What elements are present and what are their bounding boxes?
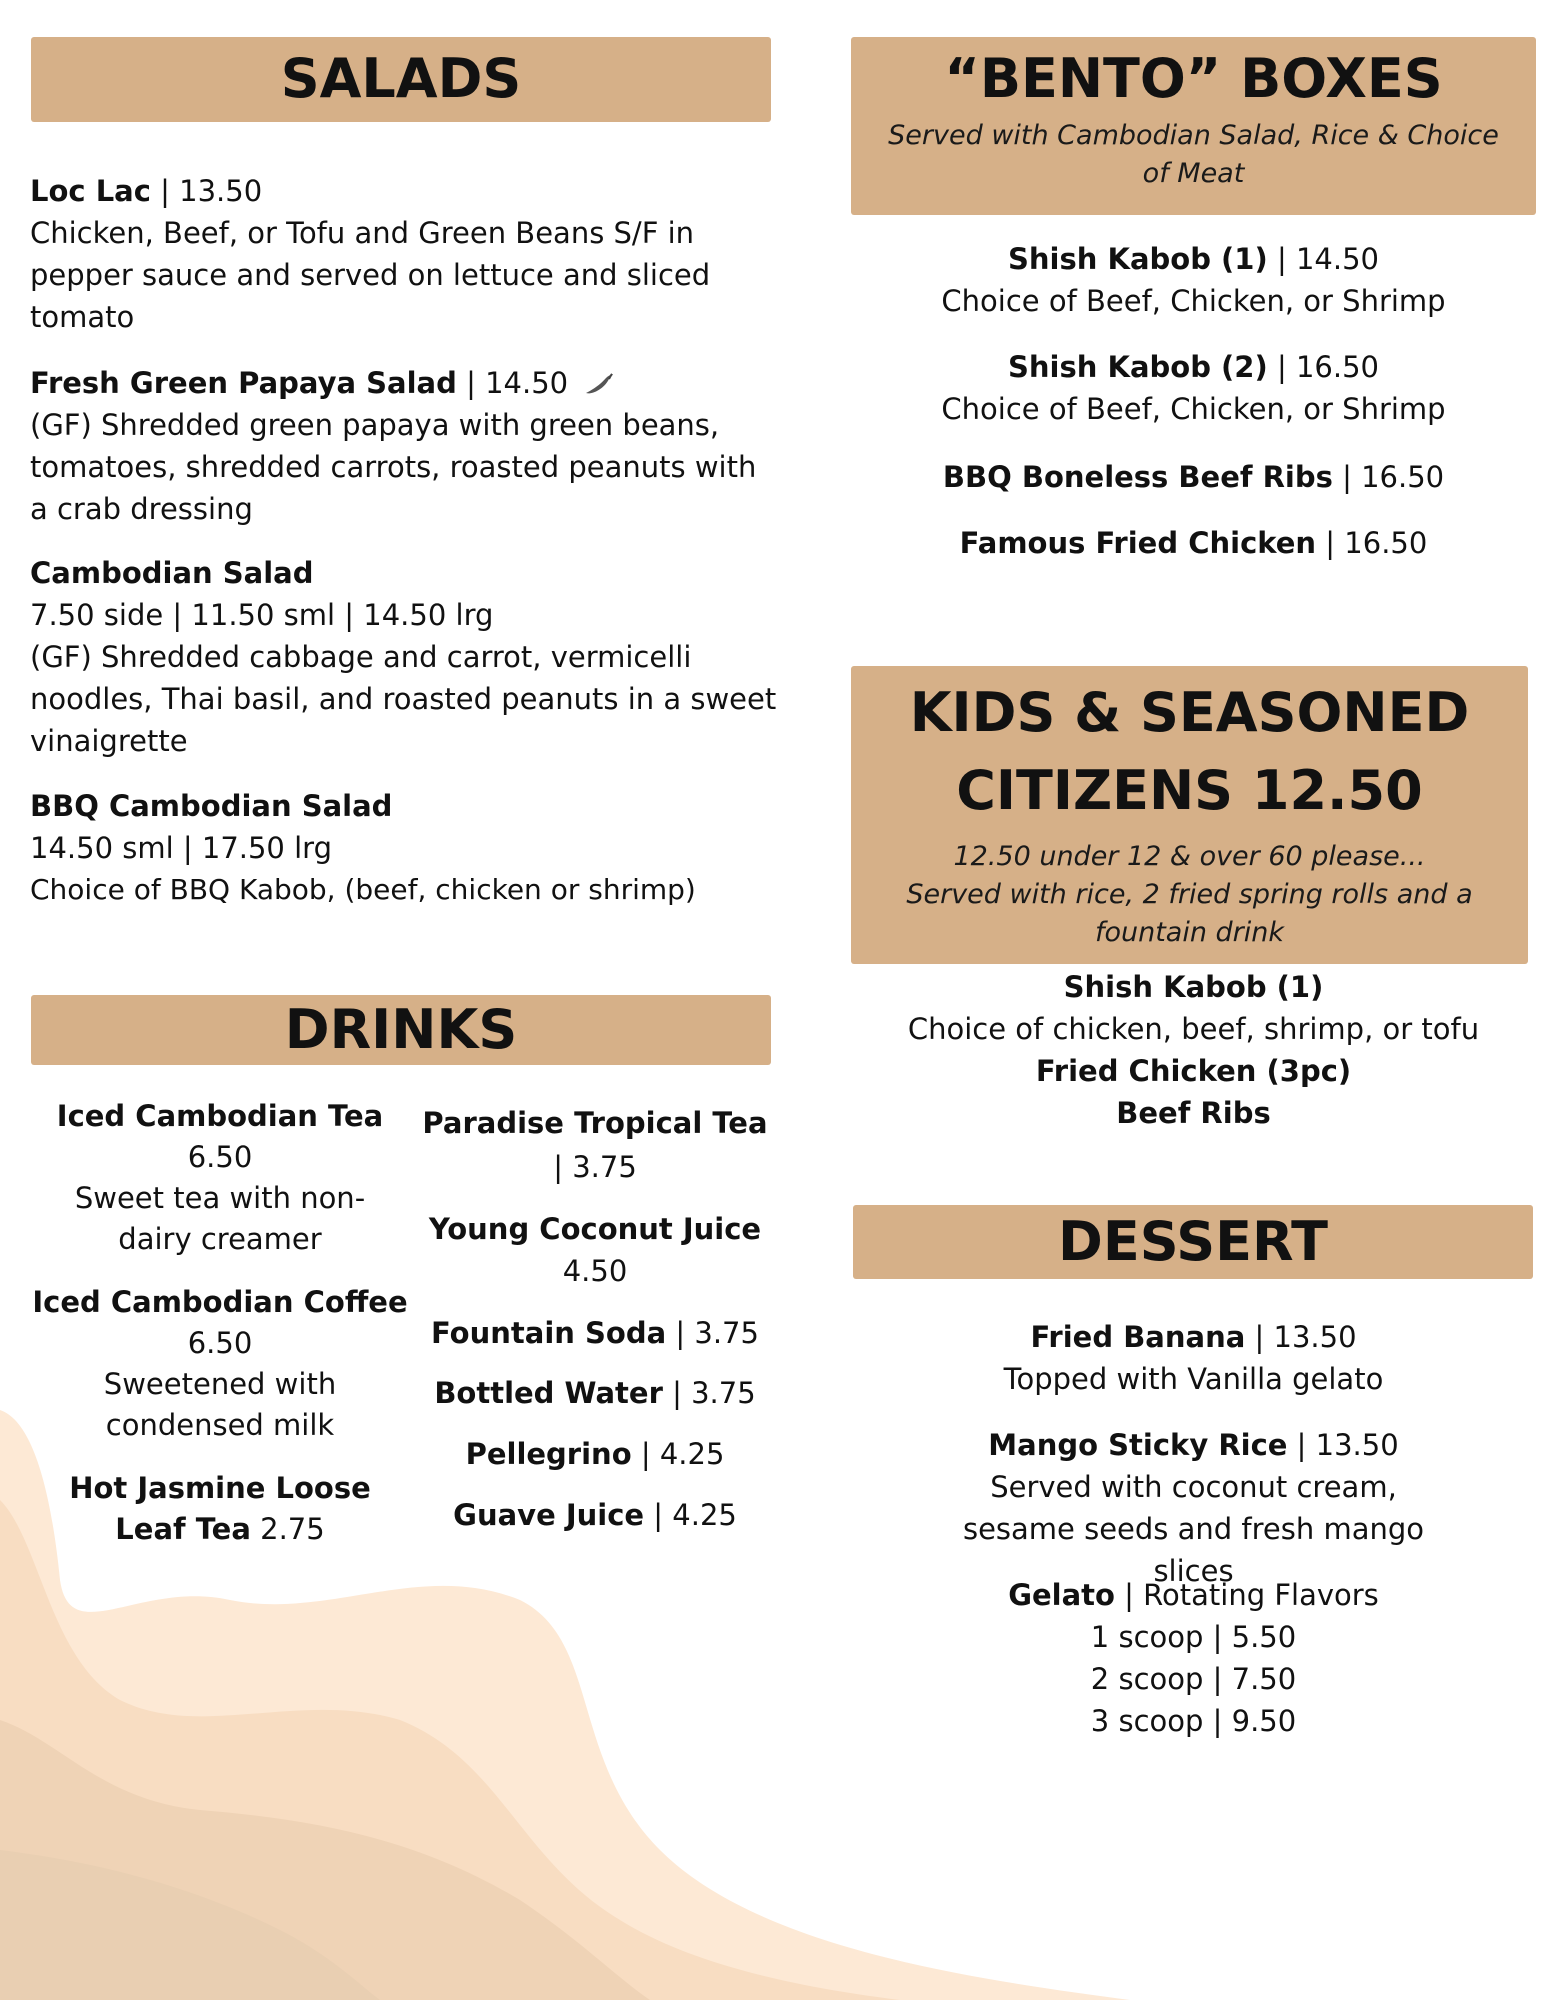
salad-item-green-papaya: [30, 362, 780, 530]
item-name: Iced Cambodian Coffee: [32, 1285, 408, 1319]
kids-heading-line1: KIDS & SEASONED: [909, 681, 1470, 744]
item-price: | 14.50: [456, 366, 569, 400]
drink-item-jasmine-tea: [20, 1468, 420, 1550]
item-price: | 13.50: [1287, 1428, 1399, 1462]
item-price: | 16.50: [1332, 460, 1445, 494]
item-price: 6.50: [187, 1140, 253, 1174]
item-name: Guave Juice: [453, 1498, 645, 1532]
item-price: 4.50: [562, 1254, 628, 1288]
gelato-scoop-3: 3 scoop | 9.50: [1090, 1704, 1297, 1738]
drink-item-guave-juice: [410, 1494, 780, 1536]
item-price: | 16.50: [1267, 350, 1379, 384]
kids-subtitle-line2: Served with rice, 2 fried spring rolls and a fountain drink: [906, 879, 1473, 948]
drink-item-fountain-soda: [410, 1312, 780, 1354]
drink-item-iced-tea: [20, 1096, 420, 1260]
item-price: | 4.25: [631, 1437, 725, 1471]
bento-heading: “BENTO” BOXES: [944, 47, 1443, 110]
dessert-item-gelato: [851, 1574, 1536, 1742]
dessert-item-fried-banana: [851, 1316, 1536, 1400]
salads-banner: [31, 37, 771, 122]
item-name: Shish Kabob (2): [1008, 350, 1268, 384]
item-sizes: 14.50 sml | 17.50 lrg: [30, 831, 332, 865]
drink-item-pellegrino: [410, 1433, 780, 1475]
item-name: Fresh Green Papaya Salad: [30, 366, 457, 400]
item-name: BBQ Cambodian Salad: [30, 789, 393, 823]
kids-item-shish-kabob: [851, 966, 1536, 1050]
kids-heading-line2: CITIZENS 12.50: [956, 759, 1423, 822]
item-description: Choice of Beef, Chicken, or Shrimp: [941, 284, 1446, 318]
kids-banner: [851, 666, 1528, 964]
item-price: | 3.75: [666, 1316, 759, 1350]
item-name: Pellegrino: [465, 1437, 632, 1471]
bento-subtitle: Served with Cambodian Salad, Rice & Choice of Meat: [888, 120, 1499, 189]
item-price: | Rotating Flavors: [1114, 1578, 1379, 1612]
item-name: Bottled Water: [434, 1376, 663, 1410]
dessert-item-mango-sticky-rice: [851, 1424, 1536, 1592]
drinks-banner: [31, 995, 771, 1065]
salads-heading: SALADS: [280, 47, 522, 110]
salad-item-cambodian: [30, 552, 780, 762]
salad-item-bbq-cambodian: [30, 785, 790, 911]
item-price: | 3.75: [553, 1150, 637, 1184]
item-description: Topped with Vanilla gelato: [1003, 1362, 1384, 1396]
bento-item-shish-kabob-2: [851, 346, 1536, 430]
item-name: Famous Fried Chicken: [959, 526, 1317, 560]
item-price: | 16.50: [1316, 526, 1428, 560]
drink-item-coconut-juice: [410, 1208, 780, 1292]
item-name: Shish Kabob (1): [1063, 970, 1324, 1004]
item-description: Choice of BBQ Kabob, (beef, chicken or shrimp): [30, 873, 696, 906]
item-price: | 14.50: [1267, 242, 1379, 276]
item-name: Loc Lac: [30, 174, 151, 208]
item-name: Paradise Tropical Tea: [422, 1106, 768, 1140]
item-name: Iced Cambodian Tea: [56, 1099, 384, 1133]
item-name: Fried Chicken (3pc): [1035, 1054, 1352, 1088]
item-price: | 13.50: [150, 174, 263, 208]
dessert-heading: DESSERT: [1058, 1210, 1328, 1273]
item-price: | 13.50: [1245, 1320, 1357, 1354]
item-price: | 3.75: [662, 1376, 756, 1410]
item-name: Fried Banana: [1030, 1320, 1246, 1354]
item-description: Sweetened with condensed milk: [103, 1367, 337, 1442]
item-name: Young Coconut Juice: [428, 1212, 762, 1246]
item-name: Hot Jasmine Loose Leaf Tea: [69, 1471, 371, 1546]
kids-subtitle-line1: 12.50 under 12 & over 60 please...: [953, 841, 1426, 872]
kids-item-beef-ribs: [851, 1092, 1536, 1134]
drink-item-bottled-water: [410, 1372, 780, 1414]
drink-item-iced-coffee: [20, 1282, 420, 1446]
kids-item-fried-chicken: [851, 1050, 1536, 1092]
bento-item-fried-chicken: [851, 522, 1536, 564]
drink-item-paradise-tea: [410, 1101, 780, 1189]
item-name: Fountain Soda: [431, 1316, 667, 1350]
item-name: Mango Sticky Rice: [988, 1428, 1288, 1462]
item-description: (GF) Shredded green papaya with green beans, tomatoes, shredded carrots, roasted peanuts with a crab dressing: [30, 408, 757, 526]
dessert-banner: [853, 1205, 1533, 1279]
item-price: | 4.25: [644, 1498, 737, 1532]
item-price: 2.75: [250, 1512, 325, 1546]
item-name: Beef Ribs: [1116, 1096, 1271, 1130]
salad-item-loc-lac: [30, 170, 780, 338]
item-sizes: 7.50 side | 11.50 sml | 14.50 lrg: [30, 598, 494, 632]
item-description: Choice of chicken, beef, shrimp, or tofu: [907, 1012, 1480, 1046]
drinks-heading: DRINKS: [284, 998, 518, 1061]
gelato-scoop-2: 2 scoop | 7.50: [1090, 1662, 1297, 1696]
chili-pepper-icon: [582, 373, 614, 397]
item-name: Cambodian Salad: [30, 556, 314, 590]
item-description: Served with coconut cream, sesame seeds and fresh mango slices: [962, 1470, 1425, 1588]
item-name: Gelato: [1008, 1578, 1115, 1612]
item-description: (GF) Shredded cabbage and carrot, vermicelli noodles, Thai basil, and roasted peanuts in a sweet vinaigrette: [30, 640, 777, 758]
bento-item-shish-kabob-1: [851, 238, 1536, 322]
bento-banner: [851, 37, 1536, 215]
item-name: Shish Kabob (1): [1008, 242, 1268, 276]
gelato-scoop-1: 1 scoop | 5.50: [1090, 1620, 1297, 1654]
item-price: 6.50: [187, 1326, 253, 1360]
item-description: Chicken, Beef, or Tofu and Green Beans S/F in pepper sauce and served on lettuce and sliced tomato: [30, 216, 711, 334]
bento-item-beef-ribs: [851, 456, 1536, 498]
item-name: BBQ Boneless Beef Ribs: [942, 460, 1333, 494]
item-description: Sweet tea with non-dairy creamer: [74, 1181, 366, 1256]
item-description: Choice of Beef, Chicken, or Shrimp: [941, 392, 1446, 426]
